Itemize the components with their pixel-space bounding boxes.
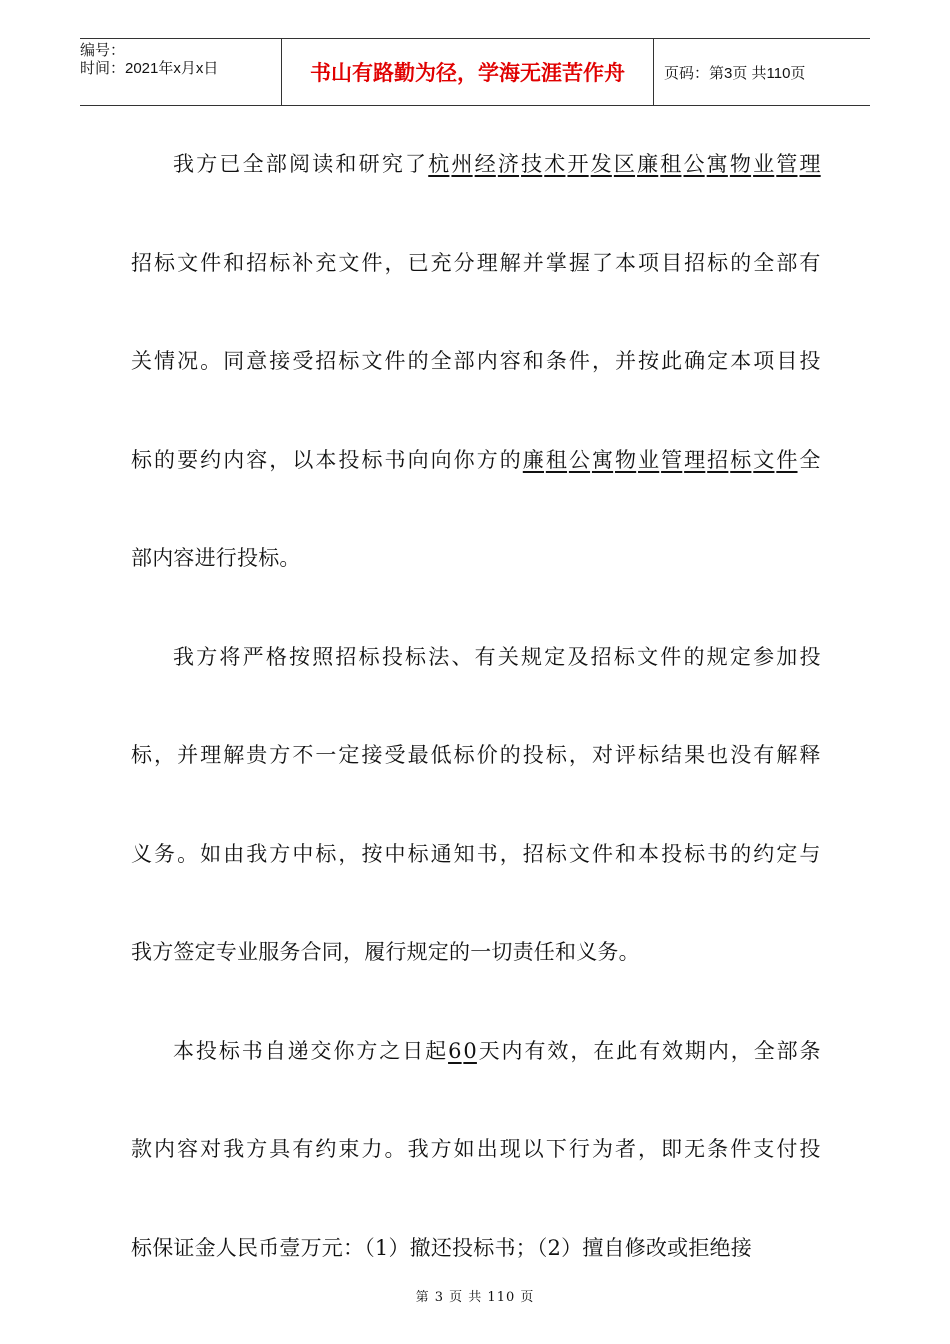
document-body [131,138,821,1320]
text-line-content: 招 标 文 件 和 招 标 补 充 文 件 ， 已 充 分 理 解 并 掌 握 了 本 项 目 招 标 的 全 部 有 [131,250,821,275]
header-meta [80,39,282,105]
document-number-label: 编号： [80,42,126,59]
text-line [131,237,821,336]
text-line-content: 本 投 标 书 自 递 交 你 方 之 日 起 6 0 天 内 有 效 ， 在 此 有 效 期 内 ， 全 部 条 [173,1038,821,1063]
document-time-label: 时间：2021年x月x日 [80,60,219,77]
text-line [131,335,821,434]
text-line [131,1123,821,1222]
text-line [131,729,821,828]
page-footer: 第 3 页 共 110 页 [415,1290,535,1305]
page-header [80,38,870,106]
text-line [131,1025,821,1124]
text-segment: 我方签定专业服务合同，履行规定的一切责任和义务。 [131,940,640,964]
text-line-content: 标 ， 并 理 解 贵 方 不 一 定 接 受 最 低 标 价 的 投 标 ， 对 评 标 结 果 也 没 有 解 释 [131,743,821,767]
text-line-content: 关 情 况 。 同 意 接 受 招 标 文 件 的 全 部 内 容 和 条 件 ， 并 按 此 确 定 本 项 目 投 [131,349,821,373]
text-line [131,532,821,631]
header-page-info: 页码：第3页 共110页 [664,64,806,82]
text-line-content: 义 务 。 如 由 我 方 中 标 ， 按 中 标 通 知 书 ， 招 标 文 件 和 本 投 标 书 的 约 定 与 [131,841,821,866]
text-segment: 部内容进行投标。 [131,546,301,570]
text-line-content [131,1222,821,1274]
text-line-content: 我 方 将 严 格 按 照 招 标 投 标 法 、 有 关 规 定 及 招 标 文 件 的 规 定 参 加 投 [173,644,821,669]
text-line-content [131,926,821,978]
text-line [131,631,821,730]
text-line-content: 我 方 已 全 部 阅 读 和 研 究 了 杭 州 经 济 技 术 开 发 区 廉 租 公 寓 物 业 管 理 [173,152,821,176]
text-line-content: 标 的 要 约 内 容 ， 以 本 投 标 书 向 向 你 方 的 廉 租 公 寓 物 业 管 理 招 标 文 件 全 [131,447,821,472]
text-line [131,138,821,237]
text-line [131,926,821,1025]
text-line-content: 款 内 容 对 我 方 具 有 约 束 力 。 我 方 如 出 现 以 下 行 为 者 ， 即 无 条 件 支 付 投 [131,1137,821,1161]
text-segment: 标保证金人民币壹万元：（1）撤还投标书；（2）擅自修改或拒绝接 [131,1235,752,1260]
text-line [131,1222,821,1321]
header-motto: 书山有路勤为径，学海无涯苦作舟 [282,39,654,105]
text-line [131,828,821,927]
text-line [131,434,821,533]
text-line-content [131,532,821,584]
